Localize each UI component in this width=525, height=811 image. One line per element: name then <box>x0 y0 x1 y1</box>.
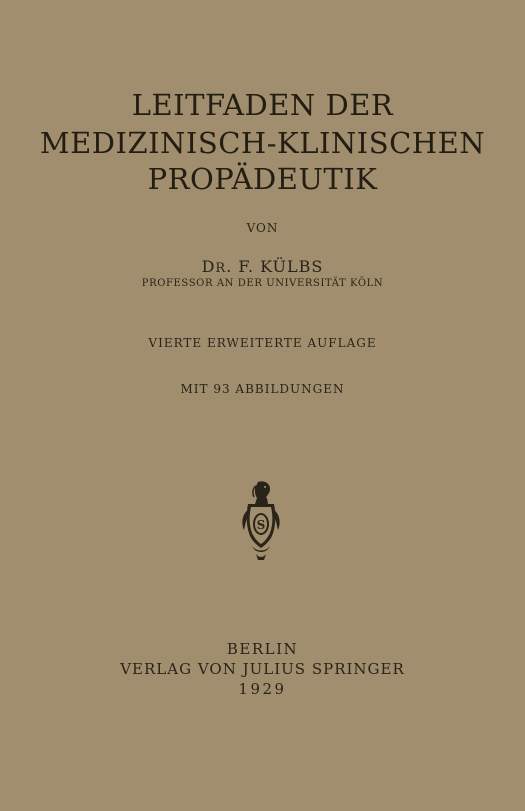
author-prefix-r: R <box>215 261 227 276</box>
imprint-year: 1929 <box>238 680 287 698</box>
book-title-line-1: LEITFADEN DER <box>131 88 394 122</box>
imprint-publisher: VERLAG VON JULIUS SPRINGER <box>120 660 405 678</box>
book-title-line-2: MEDIZINISCH-KLINISCHEN <box>39 126 486 160</box>
emblem-letter: S <box>256 518 266 532</box>
author-affiliation: PROFESSOR AN DER UNIVERSITÄT KÖLN <box>141 278 384 289</box>
illustrations-statement: MIT 93 ABBILDUNGEN <box>180 382 345 396</box>
springer-horse-emblem-icon <box>236 480 286 562</box>
book-title-line-3: PROPÄDEUTIK <box>147 162 378 196</box>
by-label: VON <box>246 221 279 235</box>
author-name <box>0 257 525 276</box>
imprint-city: BERLIN <box>226 640 299 658</box>
author-name-text: . F. KÜLBS <box>226 257 324 276</box>
edition-statement: VIERTE ERWEITERTE AUFLAGE <box>148 336 377 350</box>
author-prefix-d: D <box>201 257 216 276</box>
